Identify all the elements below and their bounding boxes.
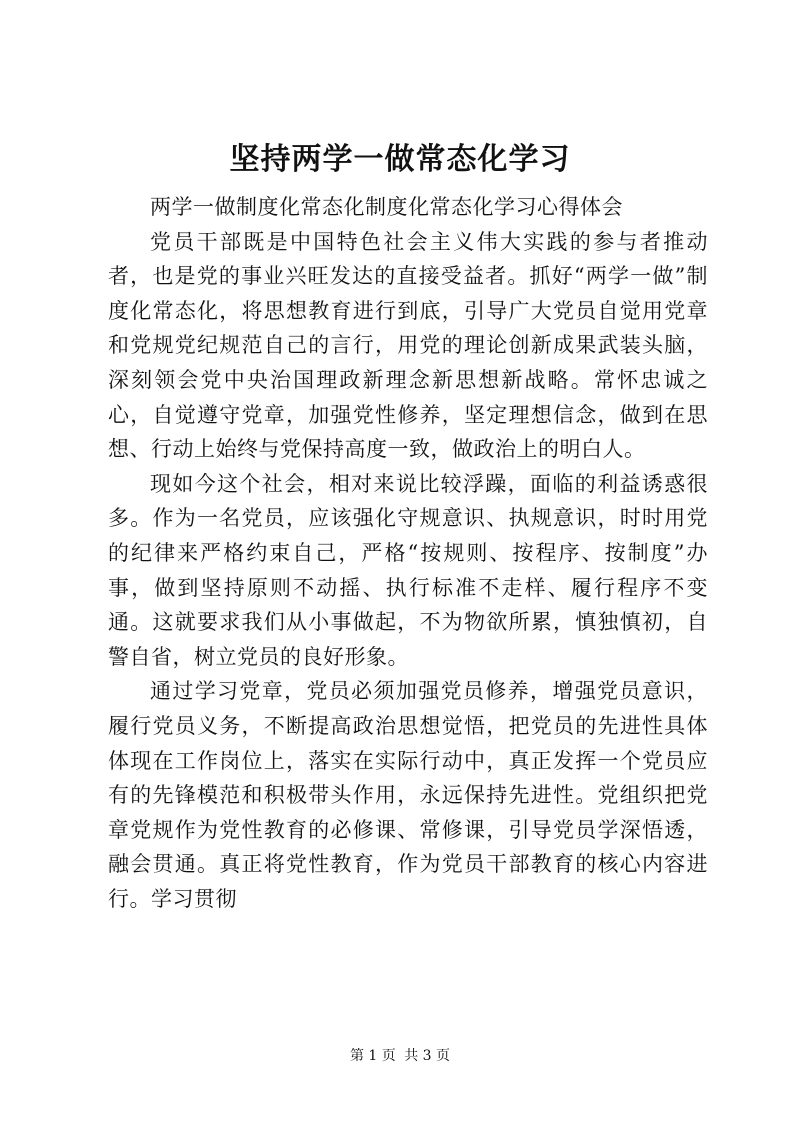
subtitle-paragraph: 两学一做制度化常态化制度化常态化学习心得体会 xyxy=(150,195,623,219)
document-body xyxy=(108,190,708,916)
body-paragraph-2: 现如今这个社会，相对来说比较浮躁，面临的利益诱惑很多。作为一名党员，应该强化守规意识、执规意识，时时用党的纪律来严格约束自己，严格“按规则、按程序、按制度”办事，做到坚持原则不动摇、执行标准不走样、履行程序不变通。这就要求我们从小事做起，不为物欲所累，慎独慎初，自警自省，树立党员的良好形象。 xyxy=(108,471,708,669)
page-footer xyxy=(0,1046,800,1066)
page-number: 第 1 页 xyxy=(349,1048,396,1064)
page-total: 共 3 页 xyxy=(404,1048,451,1064)
body-paragraph-3: 通过学习党章，党员必须加强党员修养，增强党员意识，履行党员义务，不断提高政治思想觉悟，把党员的先进性具体体现在工作岗位上，落实在实际行动中，真正发挥一个党员应有的先锋模范和积极带头作用，永远保持先进性。党组织把党章党规作为党性教育的必修课、常修课，引导党员学深悟透，融会贯通。真正将党性教育，作为党员干部教育的核心内容进行。学习贯彻 xyxy=(108,679,708,911)
body-paragraph-1: 党员干部既是中国特色社会主义伟大实践的参与者推动者，也是党的事业兴旺发达的直接受益者。抓好“两学一做”制度化常态化，将思想教育进行到底，引导广大党员自觉用党章和党规党纪规范自己的言行，用党的理论创新成果武装头脑，深刻领会党中央治国理政新理念新思想新战略。常怀忠诚之心，自觉遵守党章，加强党性修养，坚定理想信念，做到在思想、行动上始终与党保持高度一致，做政治上的明白人。 xyxy=(108,229,708,462)
document-title: 坚持两学一做常态化学习 xyxy=(229,142,571,177)
